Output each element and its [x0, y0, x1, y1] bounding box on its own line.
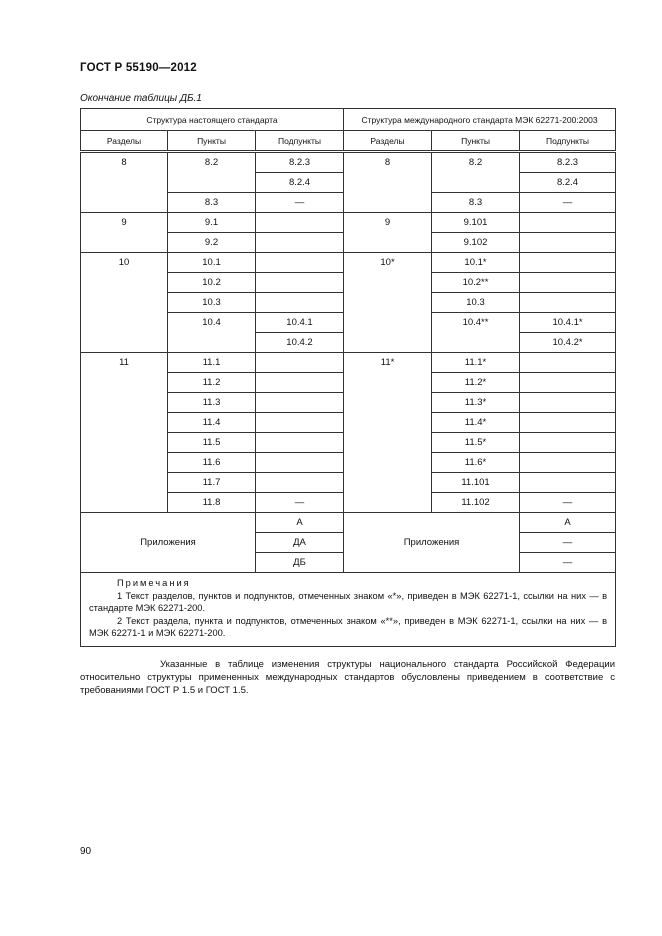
- subpoint-cell: 8.2.4: [256, 173, 344, 193]
- subpoint-cell: [256, 413, 344, 433]
- intl-subpoint-cell: [520, 293, 616, 313]
- subpoint-cell: [256, 433, 344, 453]
- point-cell: 10.1: [168, 253, 256, 273]
- subpoint-cell: [256, 213, 344, 233]
- table-row: [81, 152, 616, 173]
- intl-subpoint-cell: —: [520, 193, 616, 213]
- intl-point-cell: 10.2**: [432, 273, 520, 293]
- point-cell: 8.2: [168, 152, 256, 193]
- point-cell: 11.6: [168, 453, 256, 473]
- section-cell: 10: [81, 253, 168, 353]
- notes-row: [81, 573, 616, 647]
- intl-section-cell: 10*: [344, 253, 432, 353]
- intl-point-cell: 11.102: [432, 493, 520, 513]
- point-cell: 11.5: [168, 433, 256, 453]
- intl-point-cell: 9.102: [432, 233, 520, 253]
- table-row: [81, 253, 616, 273]
- intl-subpoint-cell: [520, 353, 616, 373]
- intl-point-cell: 11.3*: [432, 393, 520, 413]
- intl-subpoint-cell: [520, 453, 616, 473]
- appendix-cell: ДБ: [256, 553, 344, 573]
- intl-section-cell: 9: [344, 213, 432, 253]
- table-caption: Окончание таблицы ДБ.1: [80, 93, 202, 104]
- intl-point-cell: 11.6*: [432, 453, 520, 473]
- subpoint-cell: [256, 353, 344, 373]
- intl-subpoint-cell: [520, 273, 616, 293]
- intl-point-cell: 11.101: [432, 473, 520, 493]
- intl-subpoint-cell: [520, 393, 616, 413]
- intl-subpoint-cell: [520, 213, 616, 233]
- intl-subpoint-cell: 8.2.3: [520, 152, 616, 173]
- intl-subpoint-cell: 8.2.4: [520, 173, 616, 193]
- table-row: [81, 213, 616, 233]
- intl-point-cell: 10.3: [432, 293, 520, 313]
- intl-appendix-cell: —: [520, 553, 616, 573]
- point-cell: 11.3: [168, 393, 256, 413]
- subpoint-cell: —: [256, 193, 344, 213]
- point-cell: 9.2: [168, 233, 256, 253]
- subpoint-cell: [256, 233, 344, 253]
- point-cell: 11.4: [168, 413, 256, 433]
- col-intl-subpoints: Подпункты: [520, 131, 616, 152]
- intl-point-cell: 10.4**: [432, 313, 520, 353]
- appendix-cell: А: [256, 513, 344, 533]
- subpoint-cell: [256, 273, 344, 293]
- table-column-header: [81, 131, 616, 152]
- intl-point-cell: 9.101: [432, 213, 520, 233]
- note-1: 1 Текст разделов, пунктов и подпунктов, отмеченных знаком «*», приведен в МЭК 62271-1, ссылки на них — в стандарте МЭК 62271-200.: [89, 590, 608, 613]
- point-cell: 9.1: [168, 213, 256, 233]
- section-cell: 8: [81, 152, 168, 213]
- table-notes: [81, 573, 616, 647]
- intl-point-cell: 8.3: [432, 193, 520, 213]
- structure-comparison-table: [80, 108, 616, 647]
- subpoint-cell: 8.2.3: [256, 152, 344, 173]
- point-cell: 10.3: [168, 293, 256, 313]
- point-cell: 10.2: [168, 273, 256, 293]
- subpoint-cell: [256, 453, 344, 473]
- point-cell: 11.7: [168, 473, 256, 493]
- intl-subpoint-cell: [520, 253, 616, 273]
- subpoint-cell: 10.4.2: [256, 333, 344, 353]
- intl-appendix-cell: А: [520, 513, 616, 533]
- point-cell: 10.4: [168, 313, 256, 353]
- national-structure-header: Структура настоящего стандарта: [81, 109, 344, 131]
- intl-point-cell: 10.1*: [432, 253, 520, 273]
- intl-subpoint-cell: [520, 373, 616, 393]
- point-cell: 11.1: [168, 353, 256, 373]
- intl-subpoint-cell: —: [520, 493, 616, 513]
- page-number: 90: [80, 846, 92, 857]
- intl-subpoint-cell: [520, 433, 616, 453]
- section-cell: 9: [81, 213, 168, 253]
- section-cell: 11: [81, 353, 168, 513]
- point-cell: 11.2: [168, 373, 256, 393]
- intl-appendix-cell: —: [520, 533, 616, 553]
- table-row: [81, 353, 616, 373]
- note-2: 2 Текст раздела, пункта и подпунктов, отмеченных знаком «**», приведен в МЭК 62271-1, ссылки на них — в МЭК 62271-1 и МЭК 62271-200.: [89, 615, 608, 638]
- col-subpoints: Подпункты: [256, 131, 344, 152]
- intl-section-cell: 8: [344, 152, 432, 213]
- subpoint-cell: [256, 473, 344, 493]
- intl-point-cell: 11.2*: [432, 373, 520, 393]
- table-group-header: [81, 109, 616, 131]
- intl-subpoint-cell: [520, 413, 616, 433]
- col-points: Пункты: [168, 131, 256, 152]
- intl-section-cell: 11*: [344, 353, 432, 513]
- intl-point-cell: 11.5*: [432, 433, 520, 453]
- table-row: [81, 513, 616, 533]
- subpoint-cell: [256, 293, 344, 313]
- subpoint-cell: —: [256, 493, 344, 513]
- intl-subpoint-cell: 10.4.2*: [520, 333, 616, 353]
- subpoint-cell: 10.4.1: [256, 313, 344, 333]
- closing-paragraph: Указанные в таблице изменения структуры национального стандарта Российской Федерации относительно структуры примененных международных стандартов обусловлены приведением в соответствие с требованиями ГОСТ Р 1.5 и ГОСТ 1.5.: [80, 659, 615, 696]
- subpoint-cell: [256, 373, 344, 393]
- intl-appendices-label: Приложения: [344, 513, 520, 573]
- document-id: ГОСТ Р 55190—2012: [80, 62, 197, 74]
- col-sections: Разделы: [81, 131, 168, 152]
- international-structure-header: Структура международного стандарта МЭК 62271-200:2003: [344, 109, 616, 131]
- intl-subpoint-cell: 10.4.1*: [520, 313, 616, 333]
- intl-point-cell: 8.2: [432, 152, 520, 193]
- intl-point-cell: 11.1*: [432, 353, 520, 373]
- appendices-label: Приложения: [81, 513, 256, 573]
- subpoint-cell: [256, 393, 344, 413]
- col-intl-sections: Разделы: [344, 131, 432, 152]
- appendix-cell: ДА: [256, 533, 344, 553]
- intl-point-cell: 11.4*: [432, 413, 520, 433]
- subpoint-cell: [256, 253, 344, 273]
- point-cell: 11.8: [168, 493, 256, 513]
- point-cell: 8.3: [168, 193, 256, 213]
- notes-title: Примечания: [117, 578, 191, 588]
- col-intl-points: Пункты: [432, 131, 520, 152]
- intl-subpoint-cell: [520, 233, 616, 253]
- intl-subpoint-cell: [520, 473, 616, 493]
